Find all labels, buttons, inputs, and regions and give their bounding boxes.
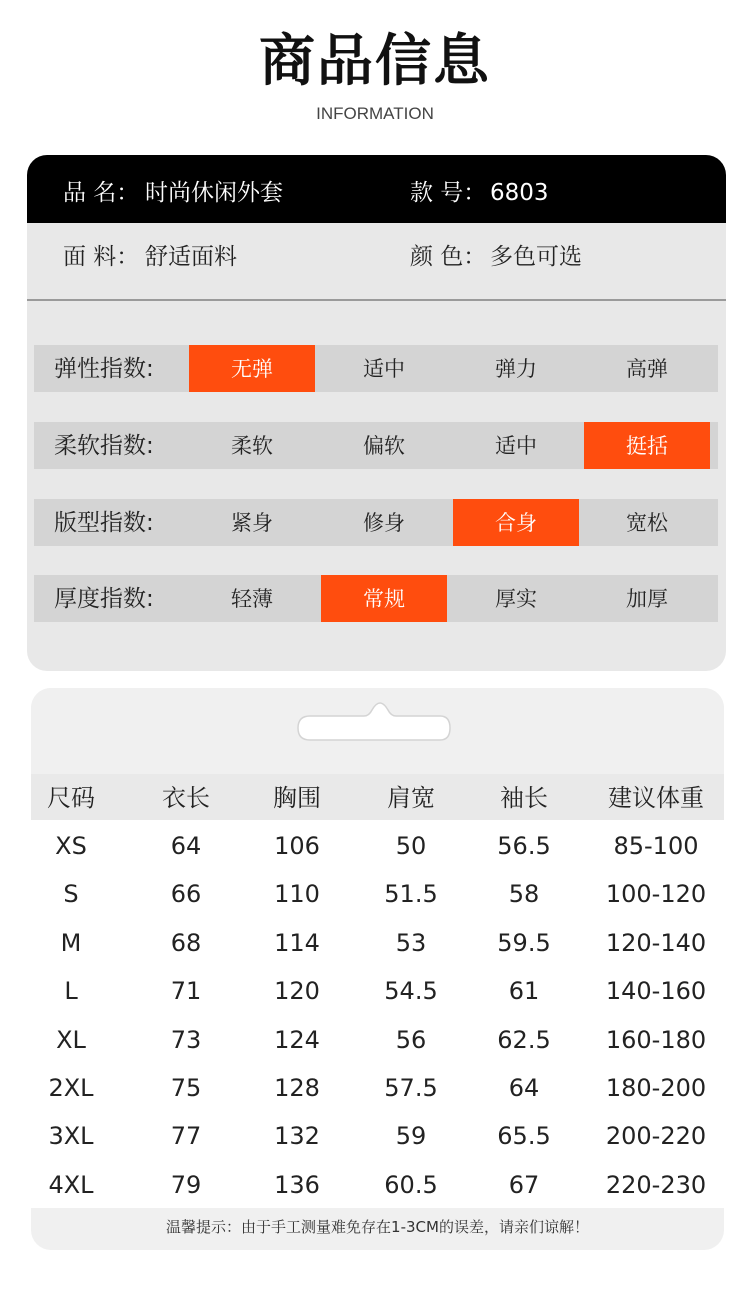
- size-table-cell: 2XL: [48, 1074, 94, 1102]
- size-table-header-cell: 尺码: [47, 784, 95, 812]
- size-table-cell: 220-230: [605, 1170, 707, 1199]
- size-chart-top: [31, 688, 724, 774]
- size-table-cell: 124: [274, 1025, 320, 1054]
- size-table-cell: XL: [56, 1025, 86, 1054]
- size-table-cell: 50: [395, 832, 427, 860]
- index-option: 柔软: [231, 434, 273, 458]
- size-table-cell: 120: [274, 977, 320, 1006]
- index-option: 厚实: [495, 587, 537, 611]
- page-subtitle: INFORMATION: [316, 104, 434, 123]
- size-table-cell: 180-200: [605, 1074, 707, 1102]
- index-option: 适中: [363, 357, 405, 381]
- product-info-card: [27, 155, 726, 671]
- index-option-selected: 挺括: [584, 422, 710, 469]
- index-option: 弹力: [495, 357, 537, 381]
- fabric-value: 舒适面料: [145, 244, 237, 270]
- size-table-cell: 160-180: [605, 1025, 707, 1054]
- size-table-cell: 64: [508, 1074, 540, 1102]
- hanger-tab-icon: [31, 688, 724, 774]
- size-table-cell: 67: [508, 1170, 540, 1199]
- size-table-cell: M: [60, 928, 82, 957]
- size-table-header-cell: 肩宽: [387, 784, 435, 812]
- size-table-cell: 62.5: [497, 1025, 551, 1054]
- size-table-cell: 58: [508, 880, 540, 909]
- index-option-selected: 常规: [321, 575, 447, 622]
- size-table-header-cell: 建议体重: [608, 784, 704, 812]
- size-table-cell: 136: [274, 1170, 320, 1199]
- size-table-cell: 106: [274, 832, 320, 860]
- index-row: [34, 345, 718, 392]
- index-option: 修身: [363, 511, 405, 535]
- name-value: 时尚休闲外套: [145, 180, 283, 206]
- size-table-cell: 59: [395, 1122, 427, 1151]
- fabric-label: 面 料：: [63, 244, 140, 270]
- page-title: 商品信息: [259, 29, 491, 94]
- size-table-cell: XS: [55, 832, 87, 860]
- size-table-cell: 85-100: [613, 832, 699, 860]
- index-option: 紧身: [231, 511, 273, 535]
- size-table-cell: 54.5: [384, 977, 438, 1006]
- index-option-selected: 无弹: [189, 345, 315, 392]
- size-table-cell: 71: [170, 977, 202, 1006]
- size-table-cell: 56.5: [497, 832, 551, 860]
- index-option: 宽松: [626, 511, 668, 535]
- size-table-cell: 77: [170, 1122, 202, 1151]
- index-label: 版型指数:: [54, 510, 154, 536]
- size-table-cell: 120-140: [605, 928, 707, 957]
- color-label: 颜 色：: [410, 244, 487, 270]
- size-table-header-cell: 胸围: [273, 784, 321, 812]
- color-value: 多色可选: [490, 244, 582, 270]
- size-table-cell: 68: [170, 928, 202, 957]
- size-table-cell: 64: [170, 832, 202, 860]
- size-table-cell: 140-160: [605, 977, 707, 1006]
- size-table-cell: 73: [170, 1025, 202, 1054]
- index-label: 弹性指数:: [54, 356, 154, 382]
- size-chart-card: [31, 688, 724, 1250]
- index-option: 适中: [495, 434, 537, 458]
- name-label: 品 名：: [63, 180, 140, 206]
- index-option: 加厚: [626, 587, 668, 611]
- size-table-cell: 132: [274, 1122, 320, 1151]
- size-table-cell: 100-120: [605, 880, 707, 909]
- size-table-cell: 200-220: [605, 1122, 707, 1151]
- index-option: 轻薄: [231, 587, 273, 611]
- size-table-cell: 59.5: [497, 928, 551, 957]
- info-header-band: [27, 155, 726, 223]
- index-label: 柔软指数:: [54, 433, 154, 459]
- size-table-cell: S: [63, 880, 79, 909]
- size-table-cell: 57.5: [384, 1074, 438, 1102]
- index-option-selected: 合身: [453, 499, 579, 546]
- size-table-cell: 53: [395, 928, 427, 957]
- size-table-cell: 79: [170, 1170, 202, 1199]
- size-table-cell: 66: [170, 880, 202, 909]
- size-table-cell: 128: [274, 1074, 320, 1102]
- size-table-cell: 110: [274, 880, 320, 909]
- size-table-cell: 65.5: [497, 1122, 551, 1151]
- index-option: 偏软: [363, 434, 405, 458]
- size-table-cell: 3XL: [48, 1122, 94, 1151]
- index-row: [34, 575, 718, 622]
- index-option: 高弹: [626, 357, 668, 381]
- index-label: 厚度指数:: [54, 586, 154, 612]
- code-value: 6803: [490, 180, 549, 206]
- size-table-cell: 75: [170, 1074, 202, 1102]
- size-table-header-cell: 袖长: [500, 784, 548, 812]
- measurement-note: 温馨提示：由于手工测量难免存在1-3CM的误差，请亲们谅解！: [166, 1218, 589, 1236]
- divider: [27, 299, 726, 301]
- index-row: [34, 422, 718, 469]
- size-table-cell: 61: [508, 977, 540, 1006]
- code-label: 款 号：: [410, 180, 487, 206]
- size-table-cell: 51.5: [384, 880, 438, 909]
- size-table-cell: 4XL: [48, 1170, 94, 1199]
- size-table-header-cell: 衣长: [162, 784, 210, 812]
- index-row: [34, 499, 718, 546]
- size-table-cell: L: [64, 977, 78, 1006]
- size-table-cell: 114: [274, 928, 320, 957]
- size-table-cell: 56: [395, 1025, 427, 1054]
- size-table-cell: 60.5: [384, 1170, 438, 1199]
